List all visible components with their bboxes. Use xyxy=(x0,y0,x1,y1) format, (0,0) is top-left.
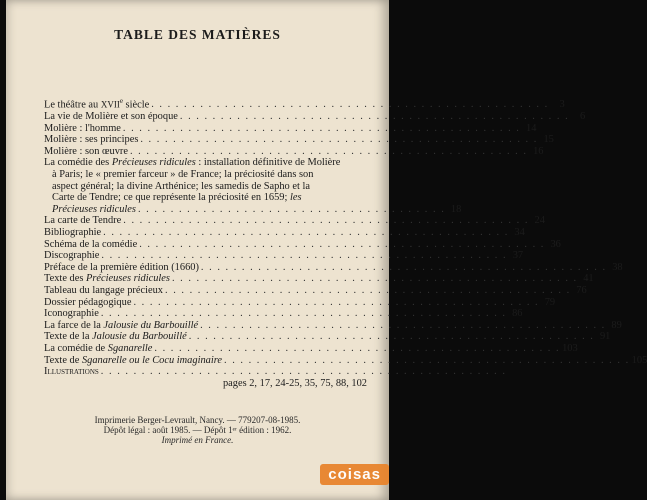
toc-entry-label: Illustrations xyxy=(44,366,99,378)
toc-page-number: 103 xyxy=(562,342,578,354)
toc-page-number: 18 xyxy=(450,203,462,215)
toc-entry xyxy=(44,122,537,135)
table-of-contents xyxy=(44,96,647,389)
toc-page-number: 37 xyxy=(512,250,524,262)
leader-dots: . . . . . . . . . . . . . . . . . . . . . . . . . . . . . . . . . . . . . . . . . . . . . . . . . xyxy=(140,134,538,146)
toc-entry xyxy=(44,261,623,274)
toc-page-number: 38 xyxy=(612,261,623,273)
toc-page-number: 6 xyxy=(579,111,586,123)
toc-entry-label: Dossier pédagogique xyxy=(44,296,132,308)
toc-entry xyxy=(44,273,594,285)
toc-entry-label: Texte de Sganarelle ou le Cocu imaginaire xyxy=(44,354,222,366)
toc-entry xyxy=(44,342,578,355)
toc-page-number: 105 xyxy=(631,354,647,366)
toc-entry xyxy=(44,227,525,239)
leader-dots: . . . . . . . . . . . . . . . . . . . . . . . . . . . . . . . . . . . . . . . . . . . . . . . . . . xyxy=(133,296,540,308)
toc-entry-label: La comédie de Sganarelle xyxy=(44,342,153,354)
toc-entry-long: La comédie des Précieuses ridicules : installation définitive de Molière à Paris; le « premier farceur » de France; la préciosité dans son aspect général; la divine Arthénice; les samedis de Sapho et la Carte de Tendre; ce que représente la préciosité en 1659; les Précieuses ridicules . . . . . . . . . . . . . . . . . . . . . . . . . . . . . . . . . . . . . . 18 xyxy=(44,157,462,215)
imprint xyxy=(6,415,389,446)
toc-page-number: 76 xyxy=(576,284,587,296)
leader-dots: . . . . . . . . . . . . . . . . . . . . . . . . . . . . . . . . . . . . . . . . . . . . . . . . . . xyxy=(100,308,507,320)
leader-dots: . . . . . . . . . . . . . . . . . . . . . . . . . . . . . . . . . . . . . . . . . . . . . . . . . . xyxy=(103,227,509,238)
leader-dots: . . . . . . . . . . . . . . . . . . . . . . . . . . . . . . . . . . . . . . . . . . . . . . . . . . xyxy=(188,331,595,343)
toc-entry-label: Molière : son œuvre xyxy=(44,145,128,157)
leader-dots: . . . . . . . . . . . . . . . . . . . . . . . . . . . . . . . . . . . . . . . . . . . . . . . . . . xyxy=(123,215,529,227)
toc-page-number: 86 xyxy=(512,308,523,320)
book-page xyxy=(6,0,647,500)
imprint-country: Imprimé en France. xyxy=(161,435,234,446)
imprint-printer: Imprimerie Berger-Levrault, Nancy. — 779207-08-1985. xyxy=(94,415,301,425)
leader-dots: . . . . . . . . . . . . . . . . . . . . . . . . . . . . . . . . . . . . . . . . . . . . . . . . . . xyxy=(165,284,571,296)
illustrations-pages: pages 2, 17, 24-25, 35, 75, 88, 102 xyxy=(222,377,367,389)
toc-entry xyxy=(44,319,622,332)
toc-entry-label: Schéma de la comédie xyxy=(44,238,138,250)
toc-entry-label: Texte des Précieuses ridicules xyxy=(44,273,170,285)
leader-dots: . . . . . . . . . . . . . . . . . . . . . . . . . . . . . . . . . . . . . . . . . . . . . . . . . . xyxy=(139,238,545,250)
toc-page-number: 36 xyxy=(550,238,561,250)
leader-dots: . . . . . . . . . . . . . . . . . . . . . . . . . . . . . . . . . . . . . . . . . . . . . . . . . . xyxy=(200,261,607,273)
leader-dots: . . . . . . . . . . . . . . . . . . . . . . . . . . . . . . . . . . . . . . . . . . . . . . . . . . xyxy=(101,250,508,262)
leader-dots: . . . . . . . . . . . . . . . . . . . . . . . . . . . . . . . . . . . . . . xyxy=(137,203,446,215)
toc-entry-label: La vie de Molière et son époque xyxy=(44,111,178,123)
toc-entry-label: La farce de la Jalousie du Barbouillé xyxy=(44,319,199,331)
toc-entry-label: Discographie xyxy=(44,250,100,262)
page-title: TABLE DES MATIÈRES xyxy=(114,27,281,42)
toc-entry-label: La carte de Tendre xyxy=(44,215,122,227)
toc-page-number: 15 xyxy=(543,134,554,146)
toc-entry xyxy=(44,215,545,227)
toc-entry-label: Iconographie xyxy=(44,308,99,320)
toc-entry xyxy=(44,96,565,111)
toc-entry xyxy=(44,250,524,262)
toc-page-number: 34 xyxy=(514,227,525,238)
toc-entry xyxy=(44,111,586,123)
leader-dots: . . . . . . . . . . . . . . . . . . . . . . . . . . . . . . . . . . . . . . . . . . . . . . . . . . xyxy=(200,319,606,331)
leader-dots: . . . . . . . . . . . . . . . . . . . . . . . . . . . . . . . . . . . . . . . . . . . . . . . . . . xyxy=(171,273,578,285)
toc-entry xyxy=(44,296,556,309)
leader-dots: . . . . . . . . . . . . . . . . . . . . . . . . . . . . . . . . . . . . . . . . . . . . . . . . . . xyxy=(100,366,507,378)
toc-entry-label: Préface de la première édition (1660) xyxy=(44,261,199,273)
toc-entry-label: Molière : l'homme xyxy=(44,122,121,134)
toc-entry xyxy=(44,308,523,320)
toc-entry xyxy=(44,331,611,343)
leader-dots: . . . . . . . . . . . . . . . . . . . . . . . . . . . . . . . . . . . . . . . . . . . . . . . . xyxy=(179,111,570,123)
toc-entry xyxy=(44,284,587,297)
toc-entry-label: Le théâtre au XVIIe siècle xyxy=(44,97,150,111)
toc-entry xyxy=(44,354,647,367)
toc-page-number: 91 xyxy=(599,331,611,343)
leader-dots: . . . . . . . . . . . . . . . . . . . . . . . . . . . . . . . . . . . . . . . . . . . . . . . . . . xyxy=(154,342,561,354)
toc-page-number: 41 xyxy=(583,273,594,285)
toc-page-number: 14 xyxy=(526,122,537,134)
toc-entry xyxy=(44,366,507,378)
leader-dots: . . . . . . . . . . . . . . . . . . . . . . . . . . . . . . . . . . . . . . . . . . . . . . . . . . xyxy=(224,354,630,366)
toc-entry xyxy=(44,134,554,146)
toc-page-number: 3 xyxy=(559,99,565,111)
toc-entry xyxy=(44,238,561,251)
toc-page-number: 24 xyxy=(534,215,545,227)
coisas-watermark: coisas xyxy=(320,464,389,485)
toc-entry-label: Bibliographie xyxy=(44,227,102,238)
toc-page-number: 89 xyxy=(611,319,622,331)
toc-page-number: 79 xyxy=(544,296,556,308)
toc-page-number: 16 xyxy=(533,145,544,157)
leader-dots: . . . . . . . . . . . . . . . . . . . . . . . . . . . . . . . . . . . . . . . . . . . . . . . . . xyxy=(151,99,549,111)
toc-entry-label: Texte de la Jalousie du Barbouillé xyxy=(44,331,187,343)
toc-entry xyxy=(44,145,544,158)
imprint-legal-deposit: Dépôt légal : août 1985. — Dépôt 1ᵉʳ édition : 1962. xyxy=(103,425,292,436)
toc-entry-label: Molière : ses principes xyxy=(44,134,139,146)
toc-entry-label: Tableau du langage précieux xyxy=(44,284,163,296)
leader-dots: . . . . . . . . . . . . . . . . . . . . . . . . . . . . . . . . . . . . . . . . . . . . . . . . . xyxy=(122,122,521,134)
leader-dots: . . . . . . . . . . . . . . . . . . . . . . . . . . . . . . . . . . . . . . . . . . . . . . . . . xyxy=(129,145,528,157)
